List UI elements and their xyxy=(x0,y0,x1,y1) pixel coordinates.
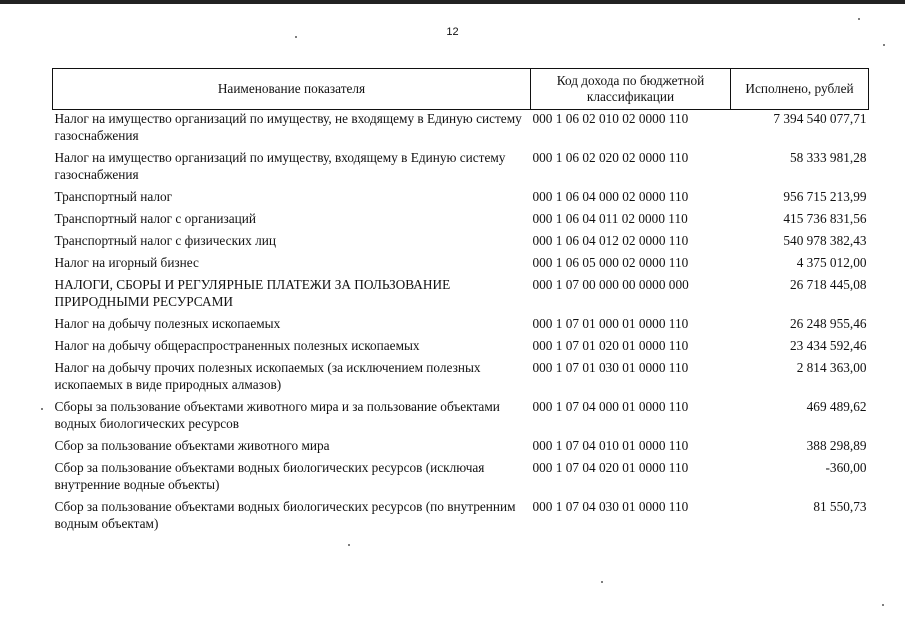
income-code-cell: 000 1 07 00 000 00 0000 000 xyxy=(532,277,689,292)
scan-speck xyxy=(883,44,885,46)
income-code-cell: 000 1 07 01 020 01 0000 110 xyxy=(532,338,689,353)
table-row xyxy=(53,498,869,537)
indicator-name-cell: Транспортный налог с физических лиц xyxy=(54,233,276,248)
executed-amount-cell: 26 248 955,46 xyxy=(790,316,867,331)
revenue-table xyxy=(52,68,869,537)
income-code-cell: 000 1 07 04 030 01 0000 110 xyxy=(532,499,689,514)
executed-amount-cell: 23 434 592,46 xyxy=(790,338,867,353)
table-row xyxy=(53,254,869,276)
income-code-cell: 000 1 06 04 012 02 0000 110 xyxy=(532,233,689,248)
table-row xyxy=(53,337,869,359)
executed-amount-cell: 81 550,73 xyxy=(813,499,867,514)
table-header-row xyxy=(53,69,869,110)
executed-amount-cell: 540 978 382,43 xyxy=(783,233,867,248)
indicator-name-cell: Налог на добычу общераспространенных полезных ископаемых xyxy=(54,338,420,353)
income-code-cell: 000 1 06 02 020 02 0000 110 xyxy=(532,150,689,165)
scan-speck xyxy=(41,408,43,410)
income-code-cell: 000 1 06 05 000 02 0000 110 xyxy=(532,255,689,270)
executed-amount-cell: 2 814 363,00 xyxy=(796,360,867,375)
scan-speck xyxy=(882,604,884,606)
header-name: Наименование показателя xyxy=(53,69,531,110)
executed-amount-cell: 58 333 981,28 xyxy=(790,150,867,165)
income-code-cell: 000 1 06 04 011 02 0000 110 xyxy=(532,211,688,226)
scan-speck xyxy=(858,18,860,20)
executed-amount-cell: 26 718 445,08 xyxy=(790,277,867,292)
scan-speck xyxy=(295,36,297,38)
executed-amount-cell: 956 715 213,99 xyxy=(783,189,867,204)
income-code-cell: 000 1 07 04 020 01 0000 110 xyxy=(532,460,689,475)
table-row xyxy=(53,459,869,498)
scan-speck xyxy=(601,581,603,583)
indicator-name-cell: Налог на добычу прочих полезных ископаемых (за исключением полезных ископаемых в виде природных алмазов) xyxy=(54,360,481,392)
indicator-name-cell: Налог на имущество организаций по имуществу, не входящему в Единую систему газоснабжения xyxy=(54,111,522,143)
table-row xyxy=(53,232,869,254)
table-row xyxy=(53,359,869,398)
table-row xyxy=(53,149,869,188)
indicator-name-cell: Сбор за пользование объектами водных биологических ресурсов (исключая внутренние водные объекты) xyxy=(54,460,485,492)
executed-amount-cell: 388 298,89 xyxy=(806,438,867,453)
indicator-name-cell: Сбор за пользование объектами водных биологических ресурсов (по внутренним водным объектам) xyxy=(54,499,516,531)
top-border-rule xyxy=(0,0,905,4)
executed-amount-cell: 7 394 540 077,71 xyxy=(773,111,867,126)
income-code-cell: 000 1 07 04 010 01 0000 110 xyxy=(532,438,689,453)
table-row xyxy=(53,398,869,437)
table-row xyxy=(53,210,869,232)
table-row xyxy=(53,110,869,150)
indicator-name-cell: Транспортный налог xyxy=(54,189,173,204)
indicator-name-cell: Налог на игорный бизнес xyxy=(54,255,199,270)
page-number: 12 xyxy=(446,26,459,38)
indicator-name-cell: Налог на имущество организаций по имуществу, входящему в Единую систему газоснабжения xyxy=(54,150,506,182)
table-row xyxy=(53,188,869,210)
executed-amount-cell: 415 736 831,56 xyxy=(783,211,867,226)
executed-amount-cell: -360,00 xyxy=(825,460,867,475)
indicator-name-cell: НАЛОГИ, СБОРЫ И РЕГУЛЯРНЫЕ ПЛАТЕЖИ ЗА ПОЛЬЗОВАНИЕ ПРИРОДНЫМИ РЕСУРСАМИ xyxy=(54,277,451,309)
income-code-cell: 000 1 07 04 000 01 0000 110 xyxy=(532,399,689,414)
indicator-name-cell: Транспортный налог с организаций xyxy=(54,211,257,226)
header-code: Код дохода по бюджетной классификации xyxy=(531,69,731,110)
executed-amount-cell: 469 489,62 xyxy=(806,399,867,414)
executed-amount-cell: 4 375 012,00 xyxy=(796,255,867,270)
table-body xyxy=(53,110,869,538)
header-amount: Исполнено, рублей xyxy=(731,69,869,110)
indicator-name-cell: Налог на добычу полезных ископаемых xyxy=(54,316,281,331)
scan-speck xyxy=(348,544,350,546)
table-row xyxy=(53,315,869,337)
table-row xyxy=(53,437,869,459)
income-code-cell: 000 1 06 02 010 02 0000 110 xyxy=(532,111,689,126)
income-code-cell: 000 1 07 01 030 01 0000 110 xyxy=(532,360,689,375)
indicator-name-cell: Сборы за пользование объектами животного мира и за пользование объектами водных биологических ресурсов xyxy=(54,399,500,431)
income-code-cell: 000 1 07 01 000 01 0000 110 xyxy=(532,316,689,331)
indicator-name-cell: Сбор за пользование объектами животного мира xyxy=(54,438,330,453)
table-row xyxy=(53,276,869,315)
income-code-cell: 000 1 06 04 000 02 0000 110 xyxy=(532,189,689,204)
